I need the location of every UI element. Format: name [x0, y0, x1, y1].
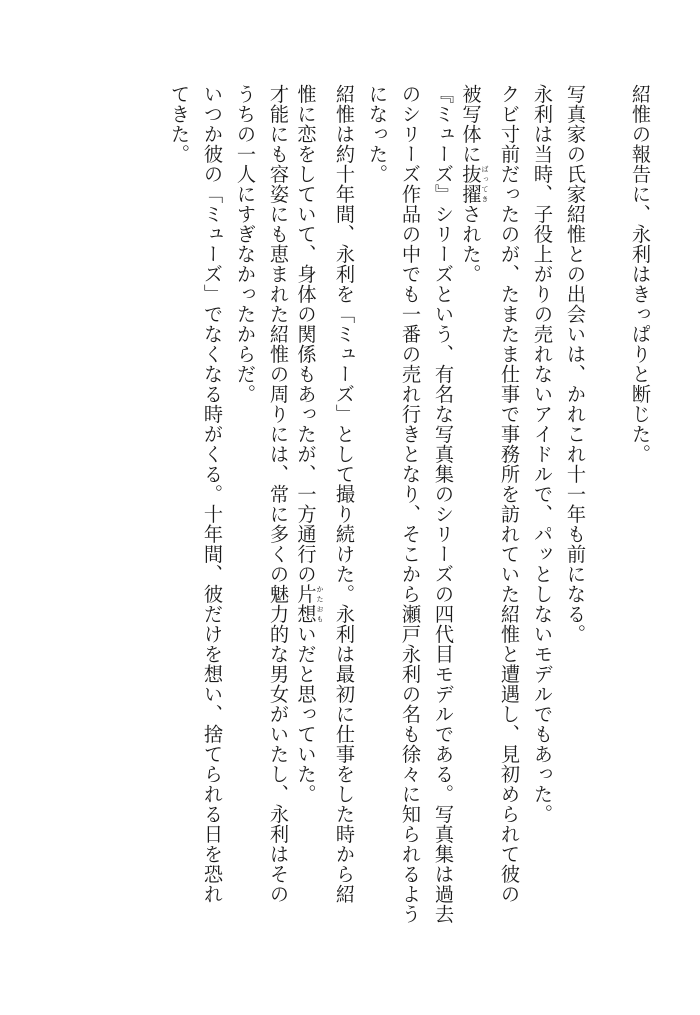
text-line-4: クビ寸前だったのが、たまたま仕事で事務所を訪れていた紹惟と遭遇し、見初められて彼の [498, 84, 521, 904]
text-line-10-part-1: 惟に恋をしていて、身体の関係もあったが、一方通行の [294, 84, 318, 584]
text-line-14: てきた。 [168, 84, 191, 164]
ruby-batteki-reading: ばってき [481, 164, 489, 204]
ruby-kataomoi-reading: かたおも [316, 584, 324, 624]
text-line-11: 才能にも容姿にも恵まれた紹惟の周りには、常に多くの魅力的な男女がいたし、永利はその [267, 84, 290, 904]
text-line-8: になった。 [366, 84, 389, 184]
text-line-7: のシリーズ作品の中でも一番の売れ行きとなり、そこから瀬戸永利の名も徐々に知られるよう [399, 84, 422, 924]
text-line-3: 永利は当時、子役上がりの売れないアイドルで、パッとしないモデルでもあった。 [531, 84, 554, 824]
text-line-5-part-2: された。 [459, 204, 483, 284]
text-line-6: 『ミューズ』シリーズという、有名な写真集のシリーズの四代目モデルである。写真集は過去 [432, 84, 455, 924]
ruby-kataomoi [294, 584, 324, 624]
text-line-5-part-1: 被写体に [459, 84, 483, 164]
text-line-5 [459, 84, 489, 964]
text-line-13: いつか彼の「ミューズ」でなくなる時がくる。十年間、彼だけを想い、捨てられる日を恐れ [201, 84, 224, 904]
text-line-10 [294, 84, 324, 964]
text-line-2: 写真家の氏家紹惟との出会いは、かれこれ十一年も前になる。 [564, 84, 587, 644]
text-line-10-part-2: いだと思っていた。 [294, 624, 318, 804]
text-line-9: 紹惟は約十年間、永利を「ミューズ」として撮り続けた。永利は最初に仕事をした時から紹 [333, 84, 356, 904]
text-line-1: 紹惟の報告に、永利はきっぱりと断じた。 [629, 84, 652, 464]
ruby-batteki [459, 164, 489, 204]
ruby-kataomoi-base: 片想 [294, 584, 318, 624]
text-line-12: うちの一人にすぎなかったからだ。 [234, 84, 257, 404]
ruby-batteki-base: 抜擢 [459, 164, 483, 204]
